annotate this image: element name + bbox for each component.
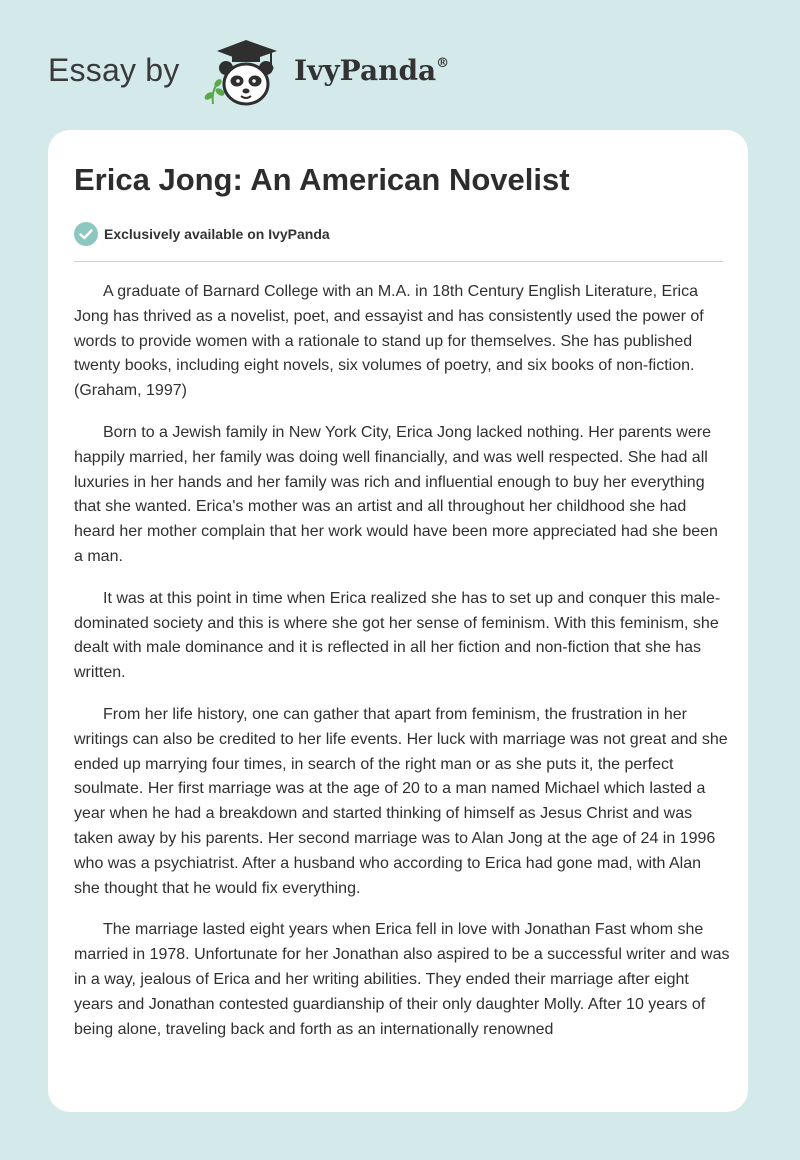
divider — [74, 261, 723, 262]
exclusive-badge — [74, 222, 330, 246]
exclusive-badge-label: Exclusively available on IvyPanda — [104, 226, 330, 242]
paragraph: Born to a Jewish family in New York City, Erica Jong lacked nothing. Her parents were happily married, her family was doing well financially, and was well respected. She had all luxuries in her hands and her family was rich and influential enough to buy her everything that she wanted. Erica's mother was an artist and all throughout her childhood she had heard her mother complain that her work would have been more appreciated had she been a man. — [74, 423, 718, 565]
essay-card — [48, 130, 748, 1112]
paragraph: A graduate of Barnard College with an M.A. in 18th Century English Literature, Erica Jong has thrived as a novelist, poet, and essayist and has consistently used the power of words to provide women with a rationale to stand up for themselves. She has published twenty books, including eight novels, six volumes of poetry, and six books of non-fiction. (Graham, 1997) — [74, 283, 704, 400]
site-header — [48, 38, 528, 108]
brand-prefix: Essay by — [48, 52, 180, 88]
brand-name: IvyPanda® — [294, 54, 450, 87]
panda-logo-icon[interactable] — [201, 38, 291, 108]
essay-body — [74, 280, 730, 1059]
paragraph: The marriage lasted eight years when Erica fell in love with Jonathan Fast whom she married in 1978. Unfortunate for her Jonathan also aspired to be a successful writer and was in a way, jealous of Erica and her writing abilities. They ended their marriage after eight years and Jonathan contested guardianship of their only daughter Molly. After 10 years of being alone, traveling back and forth as an internationally renowned — [74, 921, 730, 1038]
paragraph: It was at this point in time when Erica realized she has to set up and conquer this male-dominated society and this is where she got her sense of feminism. With this feminism, she dealt with male dominance and it is reflected in all her fiction and non-fiction that she has written. — [74, 589, 721, 682]
check-circle-icon — [74, 222, 98, 246]
page-title: Erica Jong: An American Novelist — [74, 162, 570, 197]
paragraph: From her life history, one can gather that apart from feminism, the frustration in her writings can also be credited to her life events. Her luck with marriage was not great and she ended up marrying four times, in search of the right man or as she puts it, the perfect soulmate. Her first marriage was at the age of 20 to a man named Michael which lasted a year when he had a breakdown and started thinking of himself as Jesus Christ and was taken away by his parents. Her second marriage was to Alan Jong at the age of 24 in 1996 who was a psychiatrist. After a husband who according to Erica had gone mad, with Alan she thought that he would fix everything. — [74, 705, 728, 897]
